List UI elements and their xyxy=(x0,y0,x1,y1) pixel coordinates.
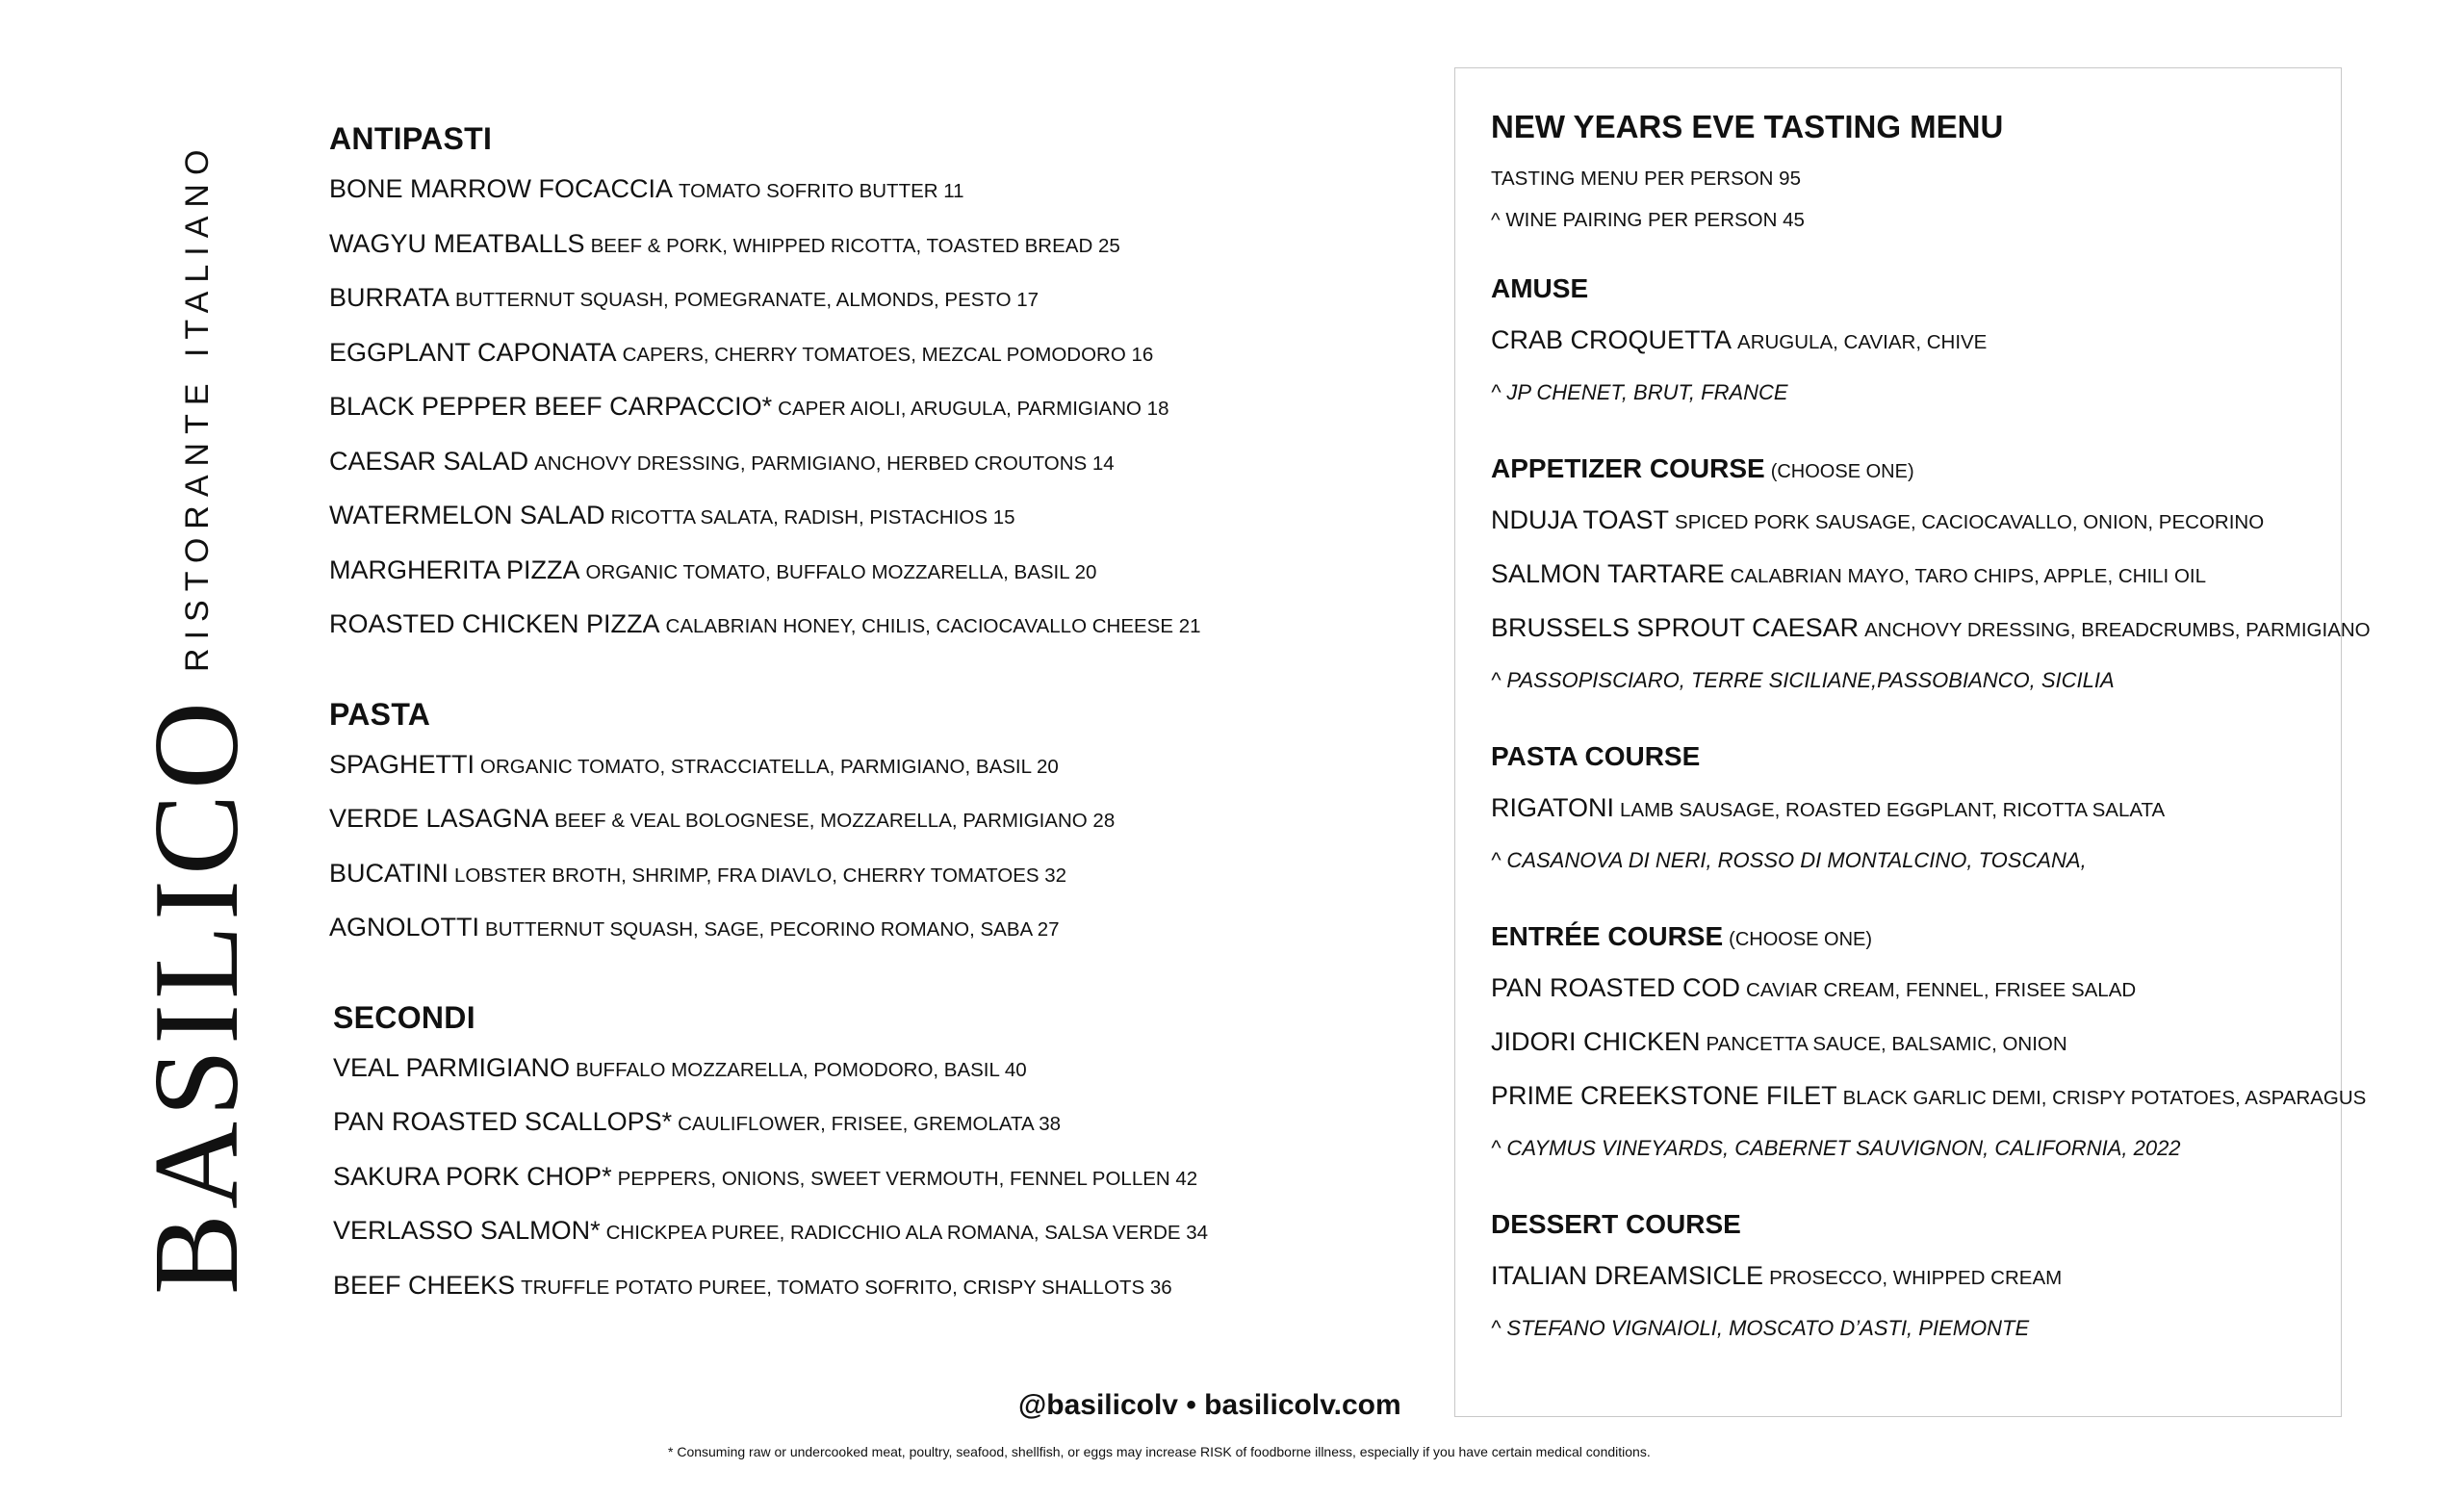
item-desc: BLACK GARLIC DEMI, CRISPY POTATOES, ASPARAGUS xyxy=(1842,1087,2367,1109)
item-name: BRUSSELS SPROUT CAESAR xyxy=(1491,613,1860,642)
brand-name: BASILICO xyxy=(130,696,264,1295)
menu-item xyxy=(329,229,1369,284)
menu-item xyxy=(1491,1027,2341,1081)
menu-item xyxy=(329,913,1369,967)
amuse-title: AMUSE xyxy=(1491,273,1589,303)
item-name: NDUJA TOAST xyxy=(1491,505,1670,534)
dessert-course xyxy=(1491,1208,2341,1365)
secondi-title: SECONDI xyxy=(333,999,475,1035)
item-name: AGNOLOTTI xyxy=(329,913,480,941)
item-name: MARGHERITA PIZZA xyxy=(329,555,580,584)
item-desc: LOBSTER BROTH, SHRIMP, FRA DIAVLO, CHERRY TOMATOES 32 xyxy=(454,864,1067,887)
brand-logo xyxy=(130,141,264,1295)
brand-subtitle: RISTORANTE ITALIANO xyxy=(178,141,216,672)
pasta-course xyxy=(1491,740,2341,897)
item-name: ITALIAN DREAMSICLE xyxy=(1491,1261,1764,1290)
wine-pairing: ^ CASANOVA DI NERI, ROSSO DI MONTALCINO, TOSCANA, xyxy=(1491,848,2087,872)
item-desc: TOMATO SOFRITO BUTTER 11 xyxy=(679,180,964,202)
menu-item xyxy=(329,392,1369,447)
menu-item xyxy=(1491,793,2341,847)
item-desc: BUFFALO MOZZARELLA, POMODORO, BASIL 40 xyxy=(576,1058,1027,1081)
item-desc: CHICKPEA PUREE, RADICCHIO ALA ROMANA, SALSA VERDE 34 xyxy=(605,1222,1209,1244)
tasting-title: NEW YEARS EVE TASTING MENU xyxy=(1491,109,2004,144)
item-name: PRIME CREEKSTONE FILET xyxy=(1491,1081,1837,1110)
item-name: VEAL PARMIGIANO xyxy=(333,1052,571,1082)
disclaimer-text: * Consuming raw or undercooked meat, poultry, seafood, shellfish, or eggs may increase RISK of foodborne illness, especially if you have certain medical conditions. xyxy=(668,1444,1651,1459)
social-handle: @basilicolv • basilicolv.com xyxy=(1018,1389,1401,1421)
menu-item xyxy=(329,609,1369,664)
menu-item xyxy=(329,804,1369,859)
wine-pairing: ^ STEFANO VIGNAIOLI, MOSCATO D’ASTI, PIEMONTE xyxy=(1491,1316,2030,1340)
menu-item xyxy=(329,501,1369,555)
appetizer-course xyxy=(1491,452,2371,717)
item-name: SAKURA PORK CHOP* xyxy=(333,1161,612,1191)
menu-item xyxy=(329,555,1369,610)
antipasti-section xyxy=(329,121,1369,664)
item-desc: PEPPERS, ONIONS, SWEET VERMOUTH, FENNEL POLLEN 42 xyxy=(617,1167,1198,1190)
menu-item xyxy=(1491,1261,2341,1315)
menu-item xyxy=(1491,613,2371,667)
item-name: BURRATA xyxy=(329,283,450,312)
item-name: CRAB CROQUETTA xyxy=(1491,325,1732,354)
item-desc: ARUGULA, CAVIAR, CHIVE xyxy=(1737,331,1988,353)
item-name: ROASTED CHICKEN PIZZA xyxy=(329,609,660,638)
choose-one-note: (CHOOSE ONE) xyxy=(1729,929,1873,950)
item-desc: CAPER AIOLI, ARUGULA, PARMIGIANO 18 xyxy=(778,398,1169,420)
item-desc: ORGANIC TOMATO, STRACCIATELLA, PARMIGIANO, BASIL 20 xyxy=(480,755,1059,778)
menu-item xyxy=(1491,973,2341,1027)
item-name: CAESAR SALAD xyxy=(329,446,529,476)
tasting-menu-box xyxy=(1454,67,2371,1417)
item-name: PAN ROASTED SCALLOPS* xyxy=(333,1107,673,1136)
item-desc: ANCHOVY DRESSING, BREADCRUMBS, PARMIGIANO xyxy=(1864,619,2371,641)
choose-one-note: (CHOOSE ONE) xyxy=(1770,461,1914,482)
menu-item xyxy=(329,338,1369,393)
item-name: BLACK PEPPER BEEF CARPACCIO* xyxy=(329,392,773,421)
item-name: EGGPLANT CAPONATA xyxy=(329,337,617,367)
item-name: BUCATINI xyxy=(329,858,449,888)
item-name: WAGYU MEATBALLS xyxy=(329,228,585,258)
item-desc: CAPERS, CHERRY TOMATOES, MEZCAL POMODORO 16 xyxy=(622,343,1154,366)
wine-pairing: ^ CAYMUS VINEYARDS, CABERNET SAUVIGNON, CALIFORNIA, 2022 xyxy=(1491,1136,2181,1160)
item-name: WATERMELON SALAD xyxy=(329,501,605,529)
menu-item xyxy=(329,859,1369,914)
amuse-course xyxy=(1491,272,2341,429)
item-desc: ANCHOVY DRESSING, PARMIGIANO, HERBED CROUTONS 14 xyxy=(534,451,1115,475)
antipasti-title: ANTIPASTI xyxy=(329,121,493,156)
wine-pairing: ^ PASSOPISCIARO, TERRE SICILIANE,PASSOBIANCO, SICILIA xyxy=(1491,668,2115,692)
menu-item xyxy=(333,1162,1369,1217)
a-la-carte-menu xyxy=(329,121,1369,1357)
menu-item xyxy=(333,1107,1369,1162)
entree-course xyxy=(1491,920,2367,1185)
item-desc: LAMB SAUSAGE, ROASTED EGGPLANT, RICOTTA SALATA xyxy=(1620,799,2166,821)
menu-item xyxy=(1491,559,2341,613)
item-desc: PROSECCO, WHIPPED CREAM xyxy=(1769,1267,2063,1289)
appetizer-title xyxy=(1491,452,2341,505)
pasta-section xyxy=(329,697,1369,967)
entree-title xyxy=(1491,920,2341,973)
item-name: SALMON TARTARE xyxy=(1491,559,1725,588)
item-desc: CALABRIAN MAYO, TARO CHIPS, APPLE, CHILI OIL xyxy=(1730,565,2206,587)
menu-item xyxy=(333,1271,1369,1326)
item-name: PAN ROASTED COD xyxy=(1491,973,1741,1002)
menu-item xyxy=(329,750,1369,805)
item-desc: BUTTERNUT SQUASH, POMEGRANATE, ALMONDS, PESTO 17 xyxy=(455,289,1040,311)
item-desc: CAVIAR CREAM, FENNEL, FRISEE SALAD xyxy=(1746,979,2137,1001)
item-name: VERLASSO SALMON* xyxy=(333,1216,601,1245)
pasta-course-title: PASTA COURSE xyxy=(1491,741,1701,771)
item-desc: ORGANIC TOMATO, BUFFALO MOZZARELLA, BASIL 20 xyxy=(585,560,1097,583)
tasting-price: TASTING MENU PER PERSON 95 xyxy=(1491,168,1801,190)
item-name: VERDE LASAGNA xyxy=(329,804,550,833)
item-name: SPAGHETTI xyxy=(329,749,475,779)
item-desc: BUTTERNUT SQUASH, SAGE, PECORINO ROMANO, SABA 27 xyxy=(485,918,1060,941)
secondi-section xyxy=(333,1000,1369,1326)
item-desc: CALABRIAN HONEY, CHILIS, CACIOCAVALLO CHEESE 21 xyxy=(665,615,1201,637)
dessert-title: DESSERT COURSE xyxy=(1491,1209,1741,1239)
item-name: BEEF CHEEKS xyxy=(333,1270,516,1300)
item-desc: SPICED PORK SAUSAGE, CACIOCAVALLO, ONION, PECORINO xyxy=(1675,511,2265,533)
course-title: ENTRÉE COURSE xyxy=(1491,921,1724,951)
menu-item xyxy=(1491,325,2341,379)
menu-item xyxy=(1491,1081,2367,1135)
item-desc: BEEF & PORK, WHIPPED RICOTTA, TOASTED BREAD 25 xyxy=(590,234,1120,257)
item-name: JIDORI CHICKEN xyxy=(1491,1027,1701,1056)
menu-item xyxy=(329,174,1369,229)
item-name: RIGATONI xyxy=(1491,793,1615,822)
menu-item xyxy=(329,447,1369,502)
item-desc: PANCETTA SAUCE, BALSAMIC, ONION xyxy=(1706,1033,2067,1055)
item-name: BONE MARROW FOCACCIA xyxy=(329,174,674,203)
item-desc: BEEF & VEAL BOLOGNESE, MOZZARELLA, PARMIGIANO 28 xyxy=(554,810,1116,832)
item-desc: TRUFFLE POTATO PUREE, TOMATO SOFRITO, CRISPY SHALLOTS 36 xyxy=(521,1276,1172,1299)
menu-item xyxy=(329,283,1369,338)
menu-item xyxy=(333,1053,1369,1108)
course-title: APPETIZER COURSE xyxy=(1491,453,1765,483)
menu-item xyxy=(333,1216,1369,1271)
wine-pairing-price: ^ WINE PAIRING PER PERSON 45 xyxy=(1491,209,1805,231)
pasta-title: PASTA xyxy=(329,696,431,732)
wine-pairing: ^ JP CHENET, BRUT, FRANCE xyxy=(1491,380,1788,404)
item-desc: CAULIFLOWER, FRISEE, GREMOLATA 38 xyxy=(678,1113,1062,1135)
menu-item xyxy=(1491,505,2341,559)
item-desc: RICOTTA SALATA, RADISH, PISTACHIOS 15 xyxy=(610,506,1015,529)
